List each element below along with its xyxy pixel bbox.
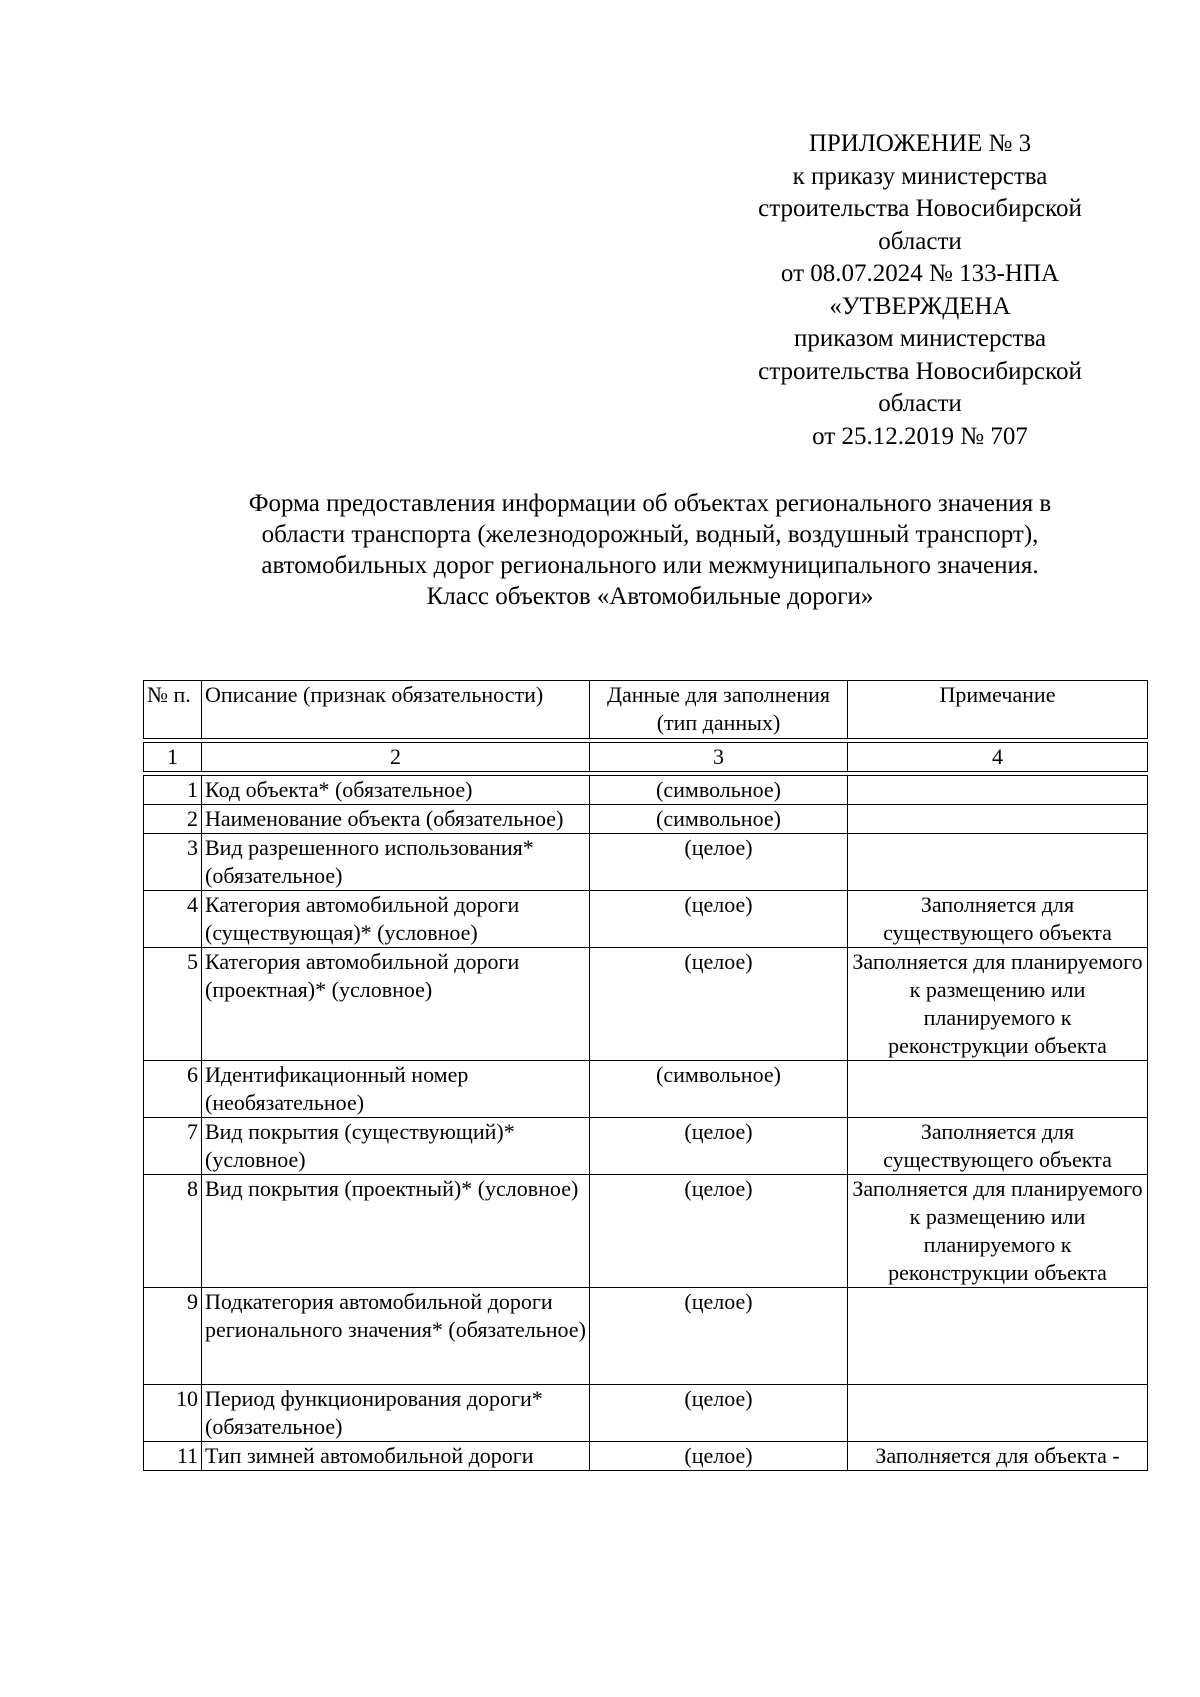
header-cell-description: Описание (признак обязательности): [202, 681, 590, 739]
row-data-type: (целое): [590, 1442, 848, 1471]
row-number: 1: [144, 776, 202, 805]
row-data-type: (целое): [590, 891, 848, 948]
column-number-cell: 3: [590, 743, 848, 772]
document-title: [120, 488, 1180, 612]
row-number: 8: [144, 1175, 202, 1288]
table-row: [144, 1175, 1148, 1288]
row-data-type: (целое): [590, 1175, 848, 1288]
row-note: Заполняется для объекта -: [848, 1442, 1148, 1471]
row-number: 2: [144, 805, 202, 834]
title-line: Класс объектов «Автомобильные дороги»: [426, 583, 874, 610]
row-note: [848, 1288, 1148, 1385]
table-row: [144, 891, 1148, 948]
row-note: Заполняется для планируемого к размещению или планируемого к реконструкции объекта: [848, 948, 1148, 1061]
row-note: [848, 1385, 1148, 1442]
row-number: 6: [144, 1061, 202, 1118]
row-note: Заполняется для существующего объекта: [848, 891, 1148, 948]
column-number-cell: 2: [202, 743, 590, 772]
row-description: Наименование объекта (обязательное): [202, 805, 590, 834]
row-data-type: (символьное): [590, 805, 848, 834]
row-data-type: (целое): [590, 834, 848, 891]
row-number: 3: [144, 834, 202, 891]
table-row: [144, 1442, 1148, 1471]
row-data-type: (целое): [590, 1385, 848, 1442]
form-table: [143, 680, 1148, 1471]
row-description: Категория автомобильной дороги (проектная)* (условное): [202, 948, 590, 1061]
appendix-line: от 08.07.2024 № 133-НПА: [780, 260, 1060, 287]
appendix-line: «УТВЕРЖДЕНА: [829, 292, 1011, 320]
header-cell-data-type: Данные для заполнения (тип данных): [590, 681, 848, 739]
row-note: Заполняется для существующего объекта: [848, 1118, 1148, 1175]
row-description: Вид покрытия (существующий)* (условное): [202, 1118, 590, 1175]
table-row: [144, 1385, 1148, 1442]
row-description: Тип зимней автомобильной дороги: [202, 1442, 590, 1471]
appendix-header: [720, 128, 1120, 453]
row-note: [848, 834, 1148, 891]
appendix-line: от 25.12.2019 № 707: [812, 422, 1028, 450]
column-numbers-row: [144, 743, 1148, 772]
title-line: области транспорта (железнодорожный, водный, воздушный транспорт),: [261, 521, 1039, 548]
row-note: [848, 1061, 1148, 1118]
row-data-type: (целое): [590, 948, 848, 1061]
header-cell-number: № п.: [144, 681, 202, 739]
appendix-line: строительства Новосибирской: [758, 357, 1082, 385]
row-note: Заполняется для планируемого к размещению или планируемого к реконструкции объекта: [848, 1175, 1148, 1288]
table-row: [144, 1118, 1148, 1175]
appendix-line: к приказу министерства: [792, 162, 1048, 190]
row-note: [848, 776, 1148, 805]
row-note: [848, 805, 1148, 834]
row-number: 4: [144, 891, 202, 948]
row-number: 5: [144, 948, 202, 1061]
row-description: Вид покрытия (проектный)* (условное): [202, 1175, 590, 1288]
column-number-cell: 1: [144, 743, 202, 772]
title-line: Форма предоставления информации об объектах регионального значения в: [248, 490, 1052, 517]
table-row: [144, 1288, 1148, 1385]
appendix-line: области: [878, 390, 962, 417]
row-number: 9: [144, 1288, 202, 1385]
row-data-type: (целое): [590, 1118, 848, 1175]
row-number: 10: [144, 1385, 202, 1442]
appendix-line: приказом министерства: [793, 325, 1047, 352]
title-line: автомобильных дорог регионального или межмуниципального значения.: [261, 552, 1039, 579]
row-description: Идентификационный номер (необязательное): [202, 1061, 590, 1118]
row-number: 11: [144, 1442, 202, 1471]
table-row: [144, 805, 1148, 834]
table-row: [144, 776, 1148, 805]
row-description: Вид разрешенного использования* (обязательное): [202, 834, 590, 891]
row-description: Подкатегория автомобильной дороги регионального значения* (обязательное): [202, 1288, 590, 1385]
appendix-line: ПРИЛОЖЕНИЕ № 3: [808, 130, 1032, 157]
row-data-type: (символьное): [590, 776, 848, 805]
table-header-row: [144, 681, 1148, 739]
table-row: [144, 834, 1148, 891]
row-description: Период функционирования дороги* (обязательное): [202, 1385, 590, 1442]
row-description: Категория автомобильной дороги (существующая)* (условное): [202, 891, 590, 948]
row-data-type: (символьное): [590, 1061, 848, 1118]
table-row: [144, 948, 1148, 1061]
appendix-line: области: [878, 227, 962, 255]
table-row: [144, 1061, 1148, 1118]
column-number-cell: 4: [848, 743, 1148, 772]
header-cell-note: Примечание: [848, 681, 1148, 739]
appendix-line: строительства Новосибирской: [758, 195, 1082, 222]
row-data-type: (целое): [590, 1288, 848, 1385]
row-number: 7: [144, 1118, 202, 1175]
row-description: Код объекта* (обязательное): [202, 776, 590, 805]
